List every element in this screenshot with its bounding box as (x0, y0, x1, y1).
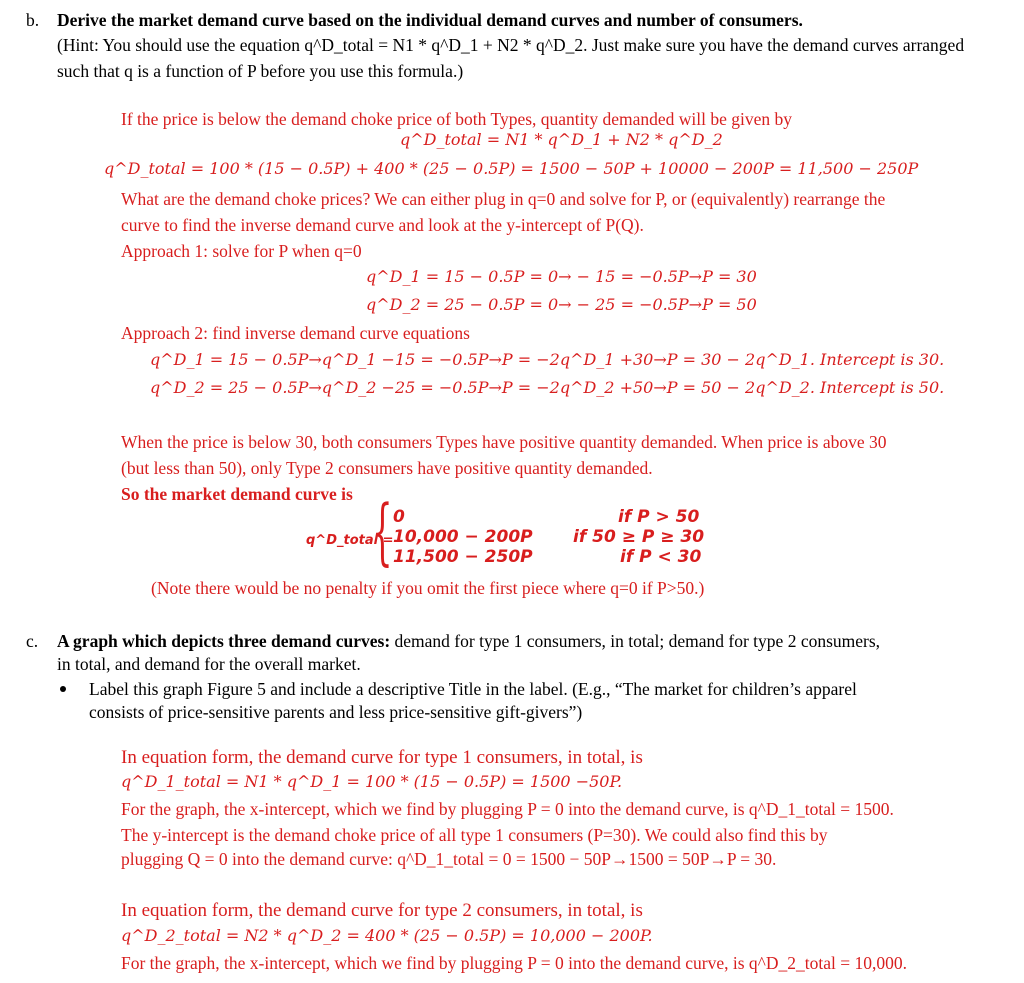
piece-2-value: 10,000 − 200P (393, 527, 533, 547)
answer-line-5: curve to find the inverse demand curve and look at the y-intercept of P(Q). (121, 215, 644, 235)
piecewise-brace: { (372, 489, 393, 573)
type1-equation: q^D_1_total = N1 * q^D_1 = 100 * (15 − 0.5P) = 1500 −50P. (121, 772, 623, 791)
answer-line-1: If the price is below the demand choke price of both Types, quantity demanded will be given by (121, 109, 793, 129)
piecewise-lhs: q^D_total = (306, 533, 394, 548)
bullet-line-2: consists of price-sensitive parents and less price-sensitive gift-givers”) (89, 702, 583, 722)
type2-equation: q^D_2_total = N2 * q^D_2 = 400 * (25 − 0.5P) = 10,000 − 200P. (121, 926, 653, 945)
part-c-heading-line-2: in total, and demand for the overall market. (57, 654, 361, 674)
type1-x-intercept: For the graph, the x-intercept, which we find by plugging P = 0 into the demand curve, is q^D_1_total = 1500. (121, 799, 894, 819)
piece-2-condition: if 50 ≥ P ≥ 30 (573, 527, 705, 547)
answer-line-12: When the price is below 30, both consumers Types have positive quantity demanded. When price is above 30 (121, 432, 887, 452)
approach-1-eq-type1: q^D_1 = 15 − 0.5P = 0→ − 15 = −0.5P→P = 30 (366, 267, 757, 286)
approach-1-eq-type2: q^D_2 = 25 − 0.5P = 0→ − 25 = −0.5P→P = 50 (366, 295, 757, 314)
part-b-hint-line-2: such that q is a function of P before you use this formula.) (57, 61, 464, 81)
approach-1-heading: Approach 1: solve for P when q=0 (121, 241, 362, 261)
type1-choke-price: plugging Q = 0 into the demand curve: q^D_1_total = 0 = 1500 − 50P→1500 = 50P→P = 30. (121, 849, 777, 869)
piece-3-condition: if P < 30 (620, 547, 702, 567)
market-demand-heading: So the market demand curve is (121, 484, 353, 504)
approach-2-heading: Approach 2: find inverse demand curve equations (121, 323, 470, 343)
type1-line-1: In equation form, the demand curve for type 1 consumers, in total, is (121, 747, 643, 768)
part-b-heading: Derive the market demand curve based on the individual demand curves and number of consumers. (57, 10, 803, 30)
type2-x-intercept: For the graph, the x-intercept, which we find by plugging P = 0 into the demand curve, is q^D_2_total = 10,000. (121, 953, 907, 973)
type1-y-intercept: The y-intercept is the demand choke price of all type 1 consumers (P=30). We could also find this by (121, 825, 828, 845)
part-b-marker: b. (26, 10, 40, 30)
part-c-heading-rest: demand for type 1 consumers, in total; demand for type 2 consumers, (390, 631, 881, 651)
answer-line-4: What are the demand choke prices? We can either plug in q=0 and solve for P, or (equivalently) rearrange the (121, 189, 886, 209)
piece-1-condition: if P > 50 (618, 507, 700, 527)
part-c-heading (57, 630, 880, 652)
type2-line-1: In equation form, the demand curve for type 2 consumers, in total, is (121, 900, 643, 921)
total-demand-formula: q^D_total = N1 * q^D_1 + N2 * q^D_2 (400, 130, 723, 149)
penalty-note: (Note there would be no penalty if you omit the first piece where q=0 if P>50.) (151, 578, 705, 598)
approach-2-eq-type2: q^D_2 = 25 − 0.5P→q^D_2 −25 = −0.5P→P = −2q^D_2 +50→P = 50 − 2q^D_2. Intercept is 50. (150, 378, 945, 397)
bullet-line-1: Label this graph Figure 5 and include a descriptive Title in the label. (E.g., “The market for children’s apparel (89, 679, 857, 699)
part-b-hint-line-1: (Hint: You should use the equation q^D_total = N1 * q^D_1 + N2 * q^D_2. Just make sure you have the demand curves arranged (57, 35, 965, 55)
part-c-marker: c. (26, 631, 39, 651)
approach-2-eq-type1: q^D_1 = 15 − 0.5P→q^D_1 −15 = −0.5P→P = −2q^D_1 +30→P = 30 − 2q^D_1. Intercept is 30. (150, 350, 945, 369)
answer-line-13: (but less than 50), only Type 2 consumers have positive quantity demanded. (121, 458, 653, 478)
part-c-heading-bold: A graph which depicts three demand curves: (57, 631, 391, 651)
total-demand-derivation: q^D_total = 100 * (15 − 0.5P) + 400 * (25 − 0.5P) = 1500 − 50P + 10000 − 200P = 11,500 − 250P (104, 159, 919, 178)
bullet-dot (60, 686, 66, 692)
piece-1-value: 0 (393, 507, 405, 527)
piece-3-value: 11,500 − 250P (393, 547, 533, 567)
